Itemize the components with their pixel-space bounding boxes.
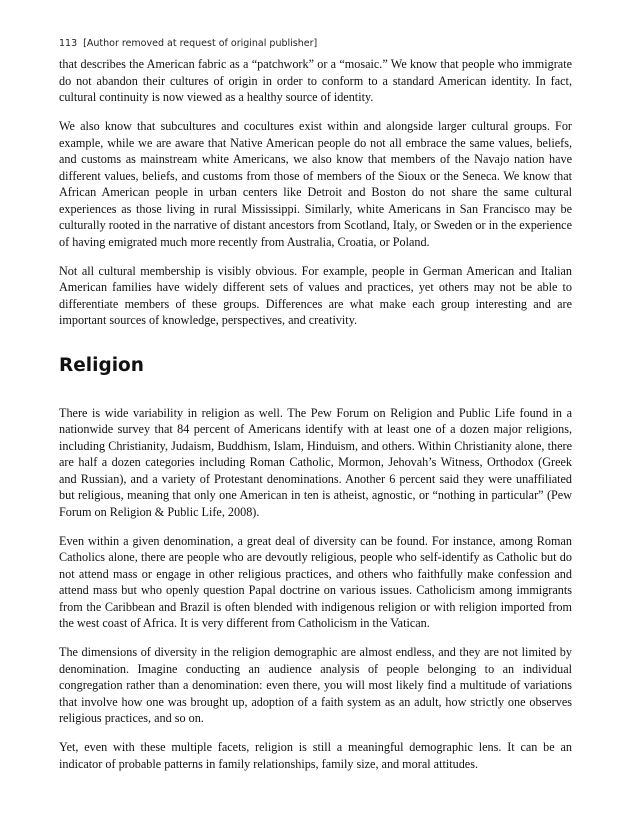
paragraph: Not all cultural membership is visibly obvious. For example, people in German American and Italian American families have widely different sets of values and practices, yet others may not be able to differentiate members of these groups. Differences are what make each group interesting and are important sources of knowledge, perspectives, and creativity. xyxy=(59,263,572,327)
running-header xyxy=(59,38,317,49)
page-number: 113 xyxy=(59,38,78,49)
paragraph: Even within a given denomination, a great deal of diversity can be found. For instance, among Roman Catholics alone, there are people who are devoutly religious, people who self-identify as Catholic but do not attend mass or engage in other religious practices, and others who faithfully make confession and attend mass but who openly question Papal doctrine on various issues. Catholicism among immigrants from the Caribbean and Brazil is often blended with indigenous religion or with religion imported from the west coast of Africa. It is very different from Catholicism in the Vatican. xyxy=(59,533,572,630)
paragraph: We also know that subcultures and cocultures exist within and alongside larger cultural groups. For example, while we are aware that Native American people do not all embrace the same values, beliefs, and customs as mainstream white Americans, we also know that members of the Navajo nation have different values, beliefs, and customs from those of members of the Sioux or the Seneca. We know that African American people in urban centers like Detroit and Boston do not share the same cultural experiences as those living in rural Mississippi. Similarly, white Americans in San Francisco may be culturally rooted in the narrative of distant ancestors from Scotland, Italy, or Sweden or in the experience of having emigrated much more recently from Australia, Croatia, or Poland. xyxy=(59,119,572,249)
running-title: [Author removed at request of original publisher] xyxy=(83,38,318,49)
paragraph: There is wide variability in religion as well. The Pew Forum on Religion and Public Life found in a nationwide survey that 84 percent of Americans identify with at least one of a dozen major religions, including Christianity, Judaism, Buddhism, Islam, Hinduism, and others. Within Christianity alone, there are half a dozen categories including Roman Catholic, Mormon, Jehovah’s Witness, Orthodox (Greek and Russian), and a variety of Protestant denominations. Another 6 percent said they were unaffiliated but religious, meaning that only one American in ten is atheist, agnostic, or “nothing in particular” (Pew Forum on Religion & Public Life, 2008). xyxy=(59,405,572,519)
section-heading: Religion xyxy=(59,354,144,376)
paragraph: The dimensions of diversity in the religion demographic are almost endless, and they are not limited by denomination. Imagine conducting an audience analysis of people belonging to an individual congregation rather than a denomination: even there, you will most likely find a multitude of variations that involve how one was brought up, adoption of a faith system as an adult, how strictly one observes religious practices, and so on. xyxy=(59,645,572,725)
paragraph: Yet, even with these multiple facets, religion is still a meaningful demographic lens. It can be an indicator of probable patterns in family relationships, family size, and moral attitudes. xyxy=(59,740,572,771)
page-body xyxy=(59,56,572,785)
paragraph: that describes the American fabric as a “patchwork” or a “mosaic.” We know that people who immigrate do not abandon their cultures of origin in order to conform to a standard American identity. In fact, cultural continuity is now viewed as a healthy source of identity. xyxy=(59,57,572,104)
